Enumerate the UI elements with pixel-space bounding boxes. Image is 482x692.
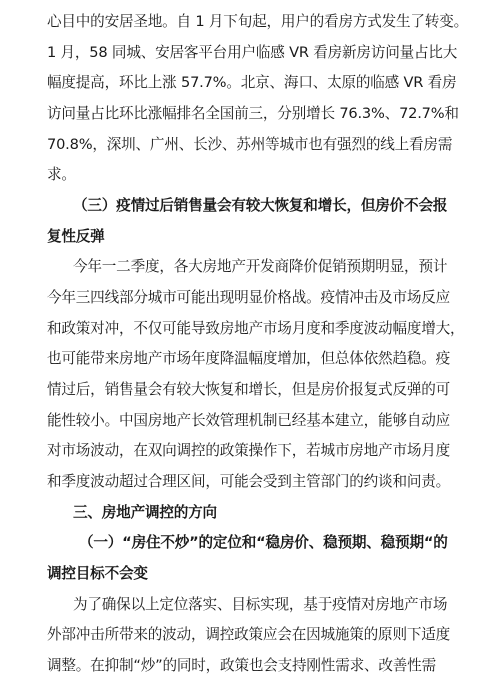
section-heading: （三）疫情过后销售量会有较大恢复和增长，但房价不会报 bbox=[73, 197, 448, 214]
paragraph-line: 今年三四线部分城市可能出现明显价格战。疫情冲击及市场反应 bbox=[47, 289, 451, 306]
paragraph-line: 情过后，销售量会有较大恢复和增长，但是房价报复式反弹的可 bbox=[47, 381, 451, 398]
section-heading-continuation: 复性反弹 bbox=[47, 228, 105, 245]
paragraph-line: 对市场波动，在双向调控的政策操作下，若城市房地产市场月度 bbox=[47, 442, 451, 459]
paragraph-line: 能性较小。中国房地产长效管理机制已经基本建立，能够自动应 bbox=[47, 412, 451, 429]
paragraph-line: 1 月，58 同城、安居客平台用户临感 VR 看房新房访问量占比大 bbox=[47, 44, 458, 61]
paragraph-line: 外部冲击所带来的波动，调控政策应会在因城施策的原则下适度 bbox=[47, 626, 451, 643]
section-heading-continuation: 调控目标不会变 bbox=[47, 565, 148, 582]
paragraph-line: 也可能带来房地产市场年度降温幅度增加，但总体依然趋稳。疫 bbox=[47, 350, 451, 367]
paragraph-line: 求。 bbox=[47, 166, 76, 183]
paragraph-line: 和政策对冲，不仅可能导致房地产市场月度和季度波动幅度增大， bbox=[47, 320, 465, 337]
paragraph-line: 心目中的安居圣地。自 1 月下旬起，用户的看房方式发生了转变。 bbox=[47, 13, 468, 30]
paragraph-line: 调整。在抑制“炒”的同时，政策也会支持刚性需求、改善性需 bbox=[47, 657, 436, 674]
paragraph-line: 70.8%，深圳、广州、长沙、苏州等城市也有强烈的线上看房需 bbox=[47, 136, 453, 153]
chapter-heading: 三、房地产调控的方向 bbox=[73, 504, 217, 521]
paragraph-line: 幅度提高，环比上涨 57.7%。北京、海口、太原的临感 VR 看房 bbox=[47, 74, 457, 91]
paragraph-line: 今年一二季度，各大房地产开发商降价促销预期明显，预计 bbox=[73, 258, 448, 275]
paragraph-line: 访问量占比环比涨幅排名全国前三，分别增长 76.3%、72.7%和 bbox=[47, 105, 459, 122]
paragraph-line: 为了确保以上定位落实、目标实现，基于疫情对房地产市场 bbox=[73, 596, 448, 613]
paragraph-line: 和季度波动超过合理区间，可能会受到主管部门的约谈和问责。 bbox=[47, 473, 451, 490]
section-heading: （一）“房住不炒”的定位和“稳房价、稳预期、稳预期“的 bbox=[79, 534, 448, 551]
